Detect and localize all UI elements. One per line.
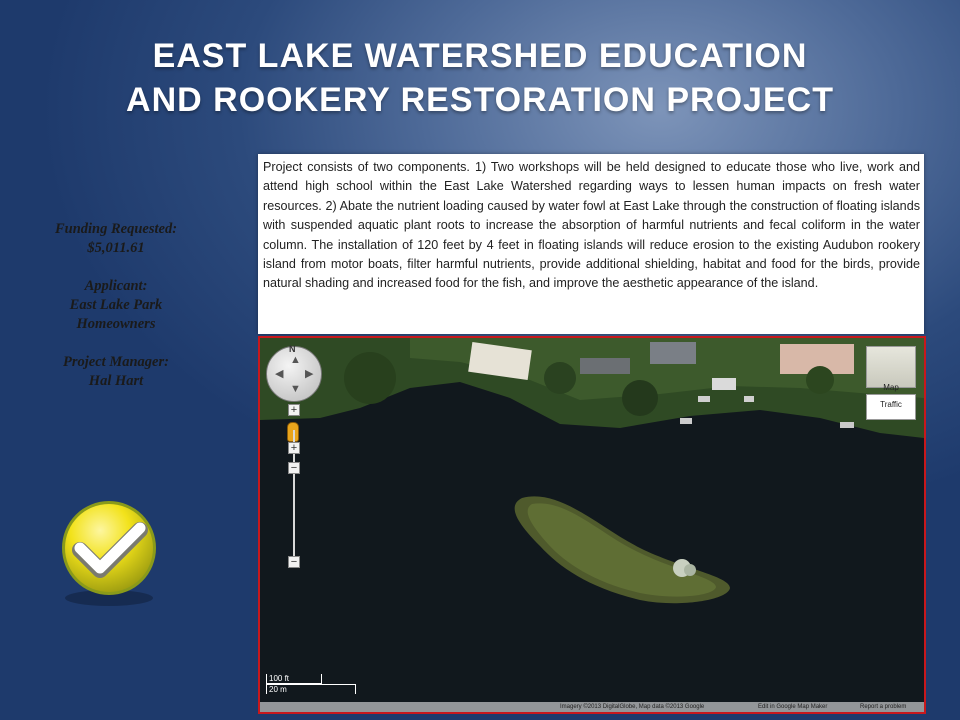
pan-down-icon[interactable]: ▼ [290, 383, 301, 395]
zoom-out-button[interactable]: − [288, 556, 300, 568]
manager-label: Project Manager: [63, 354, 169, 370]
title-line-1: EAST LAKE WATERSHED EDUCATION [152, 37, 808, 75]
zoom-slider-handle[interactable]: − [288, 462, 300, 474]
applicant-line-1: East Lake Park [69, 297, 163, 313]
compass-north-label: N [289, 344, 296, 354]
slide-title [20, 34, 940, 122]
scale-meters: 20 m [266, 684, 356, 694]
funding-label: Funding Requested: [54, 221, 178, 237]
funding-value: $5,011.61 [87, 240, 145, 256]
zoom-in-small-button[interactable]: + [288, 404, 300, 416]
map-maker-link[interactable]: Edit in Google Map Maker [758, 704, 828, 710]
applicant-line-2: Homeowners [76, 316, 156, 332]
map-attribution: Imagery ©2013 DigitalGlobe, Map data ©2013 Google [560, 704, 705, 710]
report-problem-link[interactable]: Report a problem [860, 704, 907, 710]
applicant-label: Applicant: [84, 278, 148, 294]
traffic-toggle-button[interactable]: Traffic [866, 394, 916, 420]
zoom-in-button[interactable]: + [288, 442, 300, 454]
map-scale-bar [266, 674, 356, 694]
pan-control[interactable] [266, 346, 322, 402]
checkmark-icon [56, 498, 162, 610]
pan-left-icon[interactable]: ◀ [275, 368, 284, 380]
pan-right-icon[interactable]: ▶ [305, 368, 314, 380]
manager-value: Hal Hart [88, 373, 144, 389]
satellite-map[interactable] [258, 336, 926, 714]
map-type-button[interactable]: Map [866, 346, 916, 388]
map-imagery [260, 338, 924, 712]
scale-feet: 100 ft [266, 674, 322, 684]
project-description: Project consists of two components. 1) Two workshops will be held designed to educate those who live, work and attend high school within the East Lake Watershed regarding ways to lessen human impacts on fresh water resources. 2) Abate the nutrient loading caused by water fowl at East Lake through the construction of floating islands with suspended aquatic plant roots to increase the absorption of harmful nutrients and fecal coliform in the water column. The installation of 120 feet by 4 feet in floating islands will reduce erosion to the existing Audubon rookery island from motor boats, filter harmful nutrients, provide additional shielding, habitat and food for the birds, provide natural shading and increased food for the fish, and improve the aesthetic appearance of the island. [258, 154, 924, 334]
project-info [20, 220, 212, 391]
map-footer [260, 702, 924, 712]
title-line-2: AND ROOKERY RESTORATION PROJECT [126, 81, 834, 119]
pan-up-icon[interactable]: ▲ [290, 354, 301, 366]
